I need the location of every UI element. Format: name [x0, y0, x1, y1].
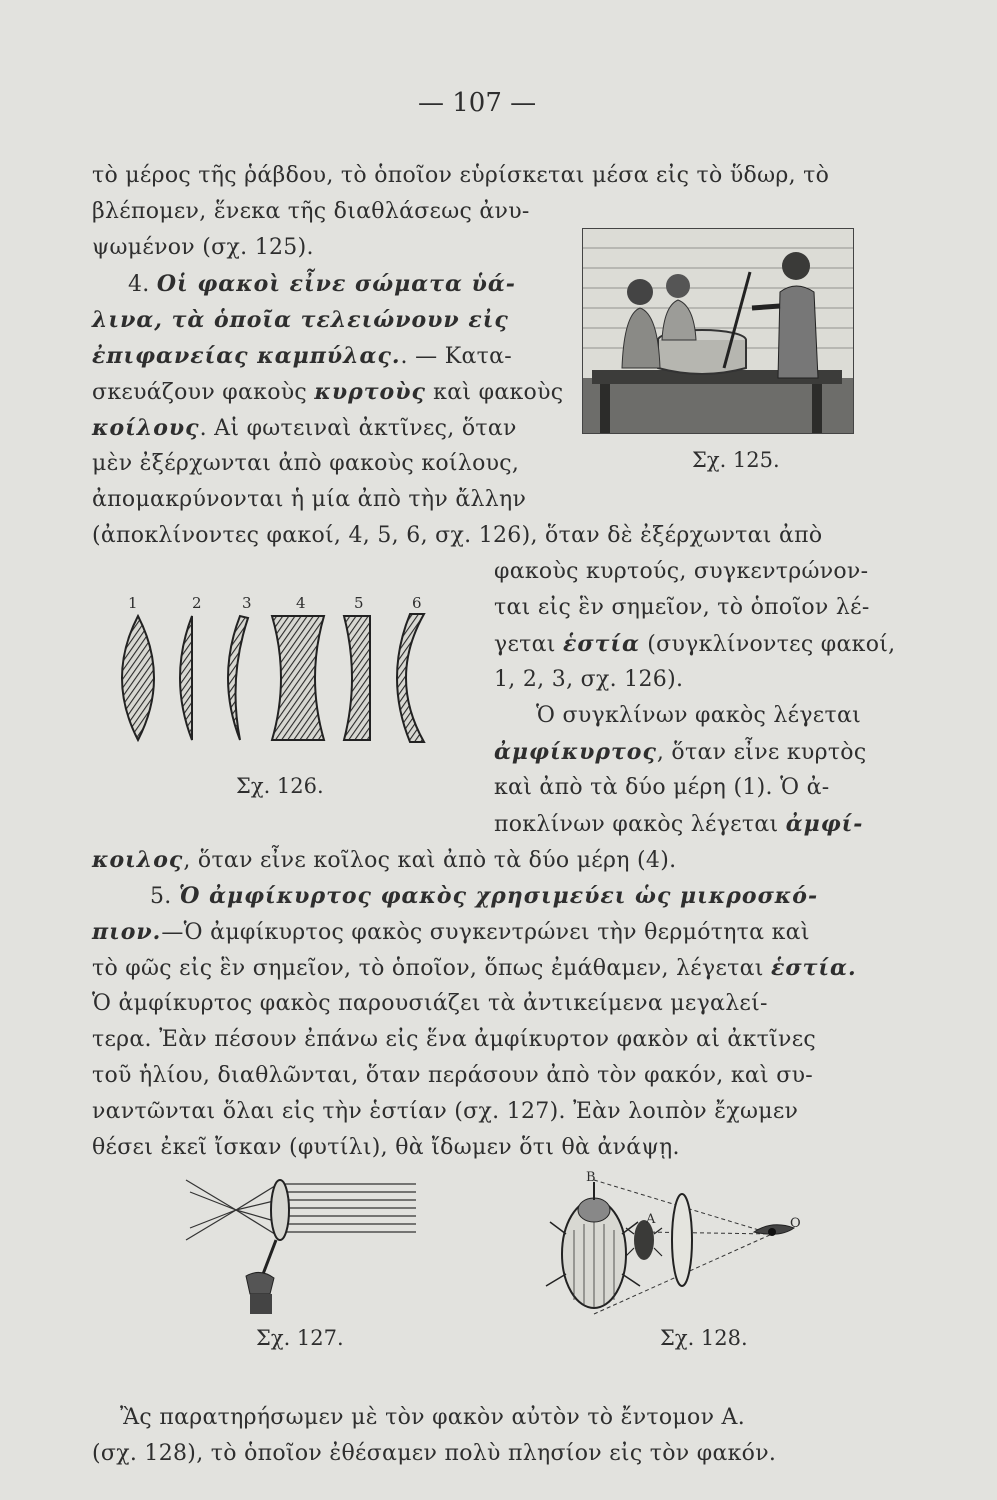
lens-5-plano-concave [344, 616, 370, 740]
text-run: , ὅταν εἶνε κυρτὸς [656, 740, 867, 765]
emphasized-term: λινα, τὰ ὁποῖα τελειώνουν εἰς [92, 307, 509, 333]
text-run: (σχ. 128), τὸ ὁποῖον ἐθέσαμεν πολὺ πλησίον εἰς τὸν φακόν. [92, 1441, 777, 1466]
text-line [494, 556, 868, 588]
text-line [494, 592, 870, 624]
text-run: σκευάζουν φακοὺς [92, 380, 315, 405]
text-run: θέσει ἐκεῖ ἴσκαν (φυτίλι), θὰ ἴδωμεν ὅτι θὰ ἀνάψῃ. [92, 1135, 680, 1160]
text-line [92, 448, 519, 480]
text-line [92, 1060, 813, 1092]
beetle-label: Β [586, 1170, 596, 1185]
text-line [92, 952, 857, 985]
text-line [92, 1132, 680, 1164]
text-line [494, 772, 830, 804]
text-line [92, 376, 563, 409]
text-run: 5. [150, 884, 179, 909]
figure-126-lenses [108, 612, 438, 744]
text-run: φακοὺς κυρτούς, συγκεντρώνον- [494, 559, 869, 584]
insect-label: Α [646, 1212, 656, 1227]
text-run: γεται [494, 632, 563, 657]
text-line [494, 628, 895, 661]
figure-125-caption: Σχ. 125. [692, 448, 780, 472]
figure-125-illustration [582, 228, 854, 434]
lens-4-biconcave [272, 616, 324, 740]
figure-128-magnified-beetle [540, 1174, 820, 1320]
text-run: τὸ φῶς εἰς ἓν σημεῖον, τὸ ὁποῖον, ὅπως ἐμάθαμεν, λέγεται [92, 956, 772, 981]
text-line [92, 520, 822, 552]
text-run: τερα. Ἐὰν πέσουν ἐπάνω εἰς ἕνα ἀμφίκυρτον φακὸν αἱ ἀκτῖνες [92, 1027, 817, 1052]
lens-1-biconvex [122, 616, 154, 740]
lens-number-1: 1 [128, 594, 138, 612]
page-number: — 107 — [418, 88, 537, 118]
emphasized-term: ἀμφί- [785, 811, 864, 837]
emphasized-term: Ὁ ἀμφίκυρτος φακὸς χρησιμεύει ὡς μικροσκό- [178, 883, 819, 909]
text-line [92, 916, 810, 949]
text-line [92, 196, 530, 228]
emphasized-term: ἀμφίκυρτος [494, 739, 657, 765]
lens-number-3: 3 [242, 594, 252, 612]
lens-number-2: 2 [192, 594, 202, 612]
text-run: . — Κατα- [400, 344, 512, 369]
emphasized-term: κοιλος [92, 847, 184, 873]
text-line [92, 232, 314, 264]
text-line [92, 844, 676, 877]
text-line [494, 664, 683, 696]
figure-127-caption: Σχ. 127. [256, 1326, 344, 1350]
text-line [494, 808, 863, 841]
text-run: 1, 2, 3, σχ. 126). [494, 667, 684, 692]
emphasized-term: κυρτοὺς [314, 379, 426, 405]
text-line [494, 736, 866, 769]
text-line [536, 700, 861, 732]
text-line [92, 340, 512, 373]
text-run: ται εἰς ἓν σημεῖον, τὸ ὁποῖον λέ- [494, 595, 870, 620]
emphasized-term: ἑστία. [771, 955, 857, 981]
text-line [120, 1402, 745, 1434]
text-run: ψωμένον (σχ. 125). [92, 235, 314, 260]
text-run: καὶ ἀπὸ τὰ δύο μέρη (1). Ὁ ἀ- [494, 775, 830, 800]
lens-number-5: 5 [354, 594, 364, 612]
text-line [92, 304, 509, 337]
text-run: βλέπομεν, ἕνεκα τῆς διαθλάσεως ἀνυ- [92, 199, 530, 224]
text-run: , ὅταν εἶνε κοῖλος καὶ ἀπὸ τὰ δύο μέρη (4). [183, 848, 677, 873]
text-run: . Αἱ φωτειναὶ ἀκτῖνες, ὅταν [199, 416, 517, 441]
lens-6-meniscus-concave [397, 614, 424, 742]
text-run: Ἂς παρατηρήσωμεν μὲ τὸν φακὸν αὐτὸν τὸ ἔντομον Α. [120, 1405, 746, 1430]
text-run: καὶ φακοὺς [425, 380, 564, 405]
emphasized-term: Οἱ φακοὶ εἶνε σώματα ὑά- [156, 271, 516, 297]
text-run: ναντῶνται ὅλαι εἰς τὴν ἑστίαν (σχ. 127). Ἐὰν λοιπὸν ἔχωμεν [92, 1099, 799, 1124]
text-line [92, 1024, 816, 1056]
emphasized-term: ἐπιφανείας καμπύλας. [92, 343, 401, 369]
text-line [92, 988, 768, 1020]
text-line [92, 1438, 776, 1470]
figure-126-caption: Σχ. 126. [236, 774, 324, 798]
text-run: μὲν ἐξέρχωνται ἀπὸ φακοὺς κοίλους, [92, 451, 520, 476]
text-run: ποκλίνων φακὸς λέγεται [494, 812, 786, 837]
figure-127-burning-lens [180, 1170, 420, 1320]
eye-label: Ο [790, 1216, 801, 1231]
emphasized-term: ἑστία [563, 631, 640, 657]
text-run: ἀπομακρύνονται ἡ μία ἀπὸ τὴν ἄλλην [92, 487, 527, 512]
text-run: Ὁ συγκλίνων φακὸς λέγεται [536, 703, 862, 728]
text-run: τὸ μέρος τῆς ῥάβδου, τὸ ὁποῖον εὑρίσκεται μέσα εἰς τὸ ὕδωρ, τὸ [92, 163, 830, 188]
text-line [92, 1096, 798, 1128]
lens-2-plano-convex [180, 616, 192, 740]
text-run: (ἀποκλίνοντες φακοί, 4, 5, 6, σχ. 126), ὅταν δὲ ἐξέρχωνται ἀπὸ [92, 523, 823, 548]
text-run: τοῦ ἡλίου, διαθλῶνται, ὅταν περάσουν ἀπὸ τὸν φακόν, καὶ συ- [92, 1063, 814, 1088]
lens-number-6: 6 [412, 594, 422, 612]
figure-128-caption: Σχ. 128. [660, 1326, 748, 1350]
lens-ellipse [672, 1194, 692, 1286]
text-run: —Ὁ ἀμφίκυρτος φακὸς συγκεντρώνει τὴν θερμότητα καὶ [161, 920, 810, 945]
emphasized-term: πιον. [92, 919, 162, 945]
emphasized-term: κοίλους [92, 415, 200, 441]
text-line [128, 268, 516, 301]
lens-3-meniscus-convex [228, 616, 248, 740]
text-line [92, 484, 526, 516]
text-run: (συγκλίνοντες φακοί, [639, 632, 896, 657]
text-line [92, 160, 829, 192]
text-run: Ὁ ἀμφίκυρτος φακὸς παρουσιάζει τὰ ἀντικείμενα μεγαλεί- [92, 991, 768, 1016]
text-line [150, 880, 818, 913]
text-line [92, 412, 517, 445]
lens-number-4: 4 [296, 594, 306, 612]
text-run: 4. [128, 272, 157, 297]
